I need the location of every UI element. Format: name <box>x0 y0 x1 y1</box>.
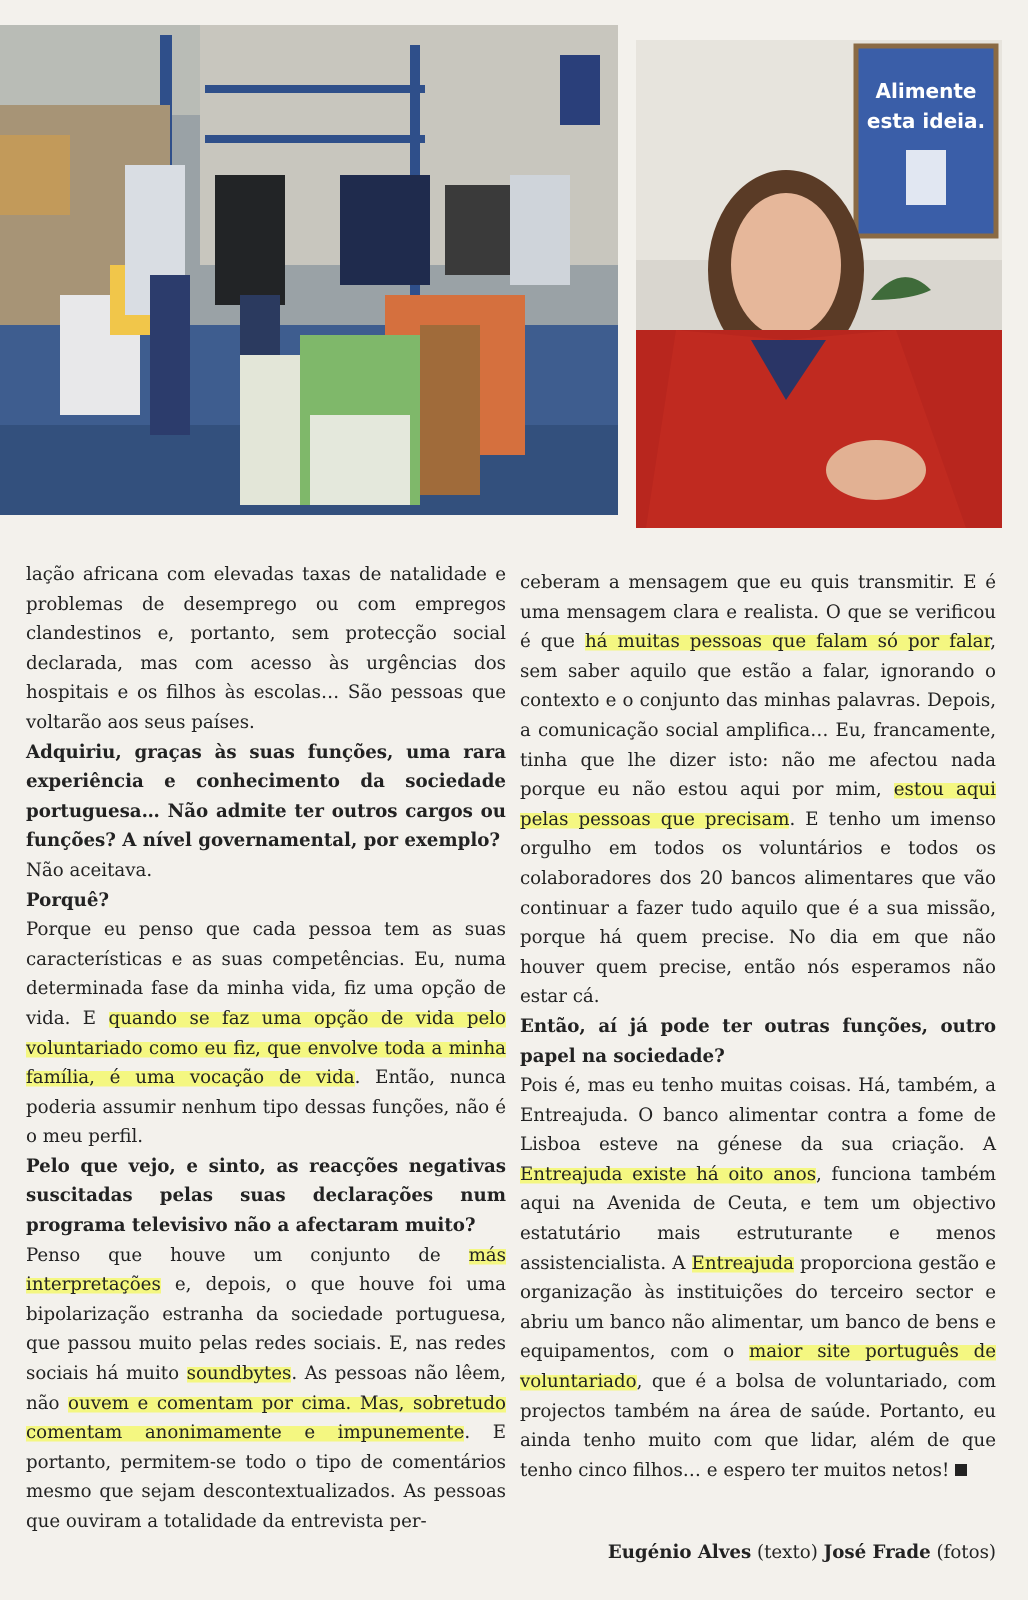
highlighted-text: soundbytes <box>186 1363 292 1385</box>
answer-text: . E tenho um imenso orgulho em todos os voluntários e todos os colaboradores dos 20 bancos alimentares que vão continuar a fazer tudo aquilo que é a sua missão, porque há quem precise. No dia em que não houver quem precise, então nós esperamos não estar cá. <box>520 808 997 1008</box>
highlighted-text: maior site português de voluntariado <box>520 1341 996 1393</box>
interview-answer-why <box>26 915 506 1152</box>
photographer-name: José Frade <box>823 1542 931 1563</box>
poster-text-line2: esta ideia. <box>866 109 986 133</box>
answer-text: . Então, nunca poderia assumir nenhum tipo dessas funções, não é o meu perfil. <box>26 1067 507 1148</box>
answer-text: Penso que houve um conjunto de <box>26 1244 469 1266</box>
answer-text: . E portanto, permitem-se todo o tipo de comentários mesmo que sejam descontextualizados. As pessoas que ouviram a totalidade da entrevista per- <box>26 1422 506 1532</box>
interview-question-other-role: Então, aí já pode ter outras funções, outro papel na sociedade? <box>520 1015 996 1067</box>
answer-text: , sem saber aquilo que estão a falar, ignorando o contexto e o conjunto das minhas palavras. Depois, a comunicação social amplifica… Eu, francamente, tinha que lhe dizer isto: não me afectou nada porque eu não estou aqui por mim, <box>520 631 996 801</box>
interview-answer-short: Não aceitava. <box>26 859 153 881</box>
article-column-left <box>26 560 506 1537</box>
interview-answer-other-role <box>520 1071 996 1485</box>
interview-question-why: Porquê? <box>26 889 110 911</box>
interview-question-reactions: Pelo que vejo, e sinto, as reacções negativas suscitadas pelas suas declarações num programa televisivo não a afectaram muito? <box>26 1155 506 1237</box>
warehouse-photo-illustration <box>0 25 618 515</box>
answer-paragraph-continuation: lação africana com elevadas taxas de natalidade e problemas de desemprego ou com empregos clandestinos e, portanto, sem protecção social declarada, mas com acesso às urgências dos hospitais e os filhos às escolas… São pessoas que voltarão aos seus países. <box>26 564 506 733</box>
highlighted-text: quando se faz uma opção de vida pelo voluntariado como eu fiz, que envolve toda a minha família, é uma vocação de vida <box>26 1007 506 1089</box>
answer-text: ceberam a mensagem que eu quis transmitir. E é uma mensagem clara e realista. O que se verificou é que <box>520 572 996 653</box>
interview-question-functions: Adquiriu, graças às suas funções, uma rara experiência e conhecimento da sociedade portuguesa… Não admite ter outros cargos ou funções? A nível governamental, por exemplo? <box>26 741 506 852</box>
portrait-photo <box>636 40 1002 528</box>
highlighted-text: ouvem e comentam por cima. Mas, sobretudo comentam anonimamente e impunemente <box>26 1392 506 1444</box>
author-name: Eugénio Alves <box>607 1542 752 1563</box>
answer-text: , funciona também aqui na Avenida de Ceuta, e tem um objectivo estatutário mais estruturante e menos assistencialista. A <box>520 1163 996 1274</box>
interview-answer-reactions <box>26 1241 506 1537</box>
highlighted-text: há muitas pessoas que falam só por falar <box>584 631 991 653</box>
answer-text: Pois é, mas eu tenho muitas coisas. Há, também, a Entreajuda. O banco alimentar contra a fome de Lisboa esteve na génese da sua criação. A <box>520 1075 996 1156</box>
end-of-article-mark <box>955 1464 967 1476</box>
article-credits <box>520 1540 996 1566</box>
author-role: (texto) <box>757 1542 818 1563</box>
interview-answer-reactions-continued <box>520 568 996 1012</box>
poster-text-line1: Alimente <box>875 79 977 103</box>
answer-text: Porque eu penso que cada pessoa tem as suas características e as suas competências. Eu, numa determinada fase da minha vida, fiz uma opção de vida. E <box>26 919 506 1029</box>
article-column-right <box>520 568 996 1485</box>
answer-text: , que é a bolsa de voluntariado, com projectos também na área de saúde. Portanto, eu ainda tenho muito com que lidar, além de que tenho cinco filhos… e espero ter muitos netos! <box>520 1371 996 1481</box>
portrait-photo-illustration <box>636 40 1002 528</box>
answer-text: e, depois, o que houve foi uma bipolarização estranha da sociedade portuguesa, que passou muito pelas redes sociais. E, nas redes sociais há muito <box>26 1274 506 1385</box>
highlighted-text: Entreajuda existe há oito anos <box>520 1163 817 1185</box>
answer-text: proporciona gestão e organização às instituições do terceiro sector e abriu um banco não alimentar, um banco de bens e equipamentos, com o <box>520 1252 997 1363</box>
highlighted-text: Entreajuda <box>691 1252 794 1274</box>
photographer-role: (fotos) <box>936 1542 996 1563</box>
warehouse-photo <box>0 25 618 515</box>
answer-text: . As pessoas não lêem, não <box>26 1363 507 1414</box>
highlighted-text: estou aqui pelas pessoas que precisam <box>520 779 996 830</box>
highlighted-text: más interpretações <box>26 1244 506 1296</box>
